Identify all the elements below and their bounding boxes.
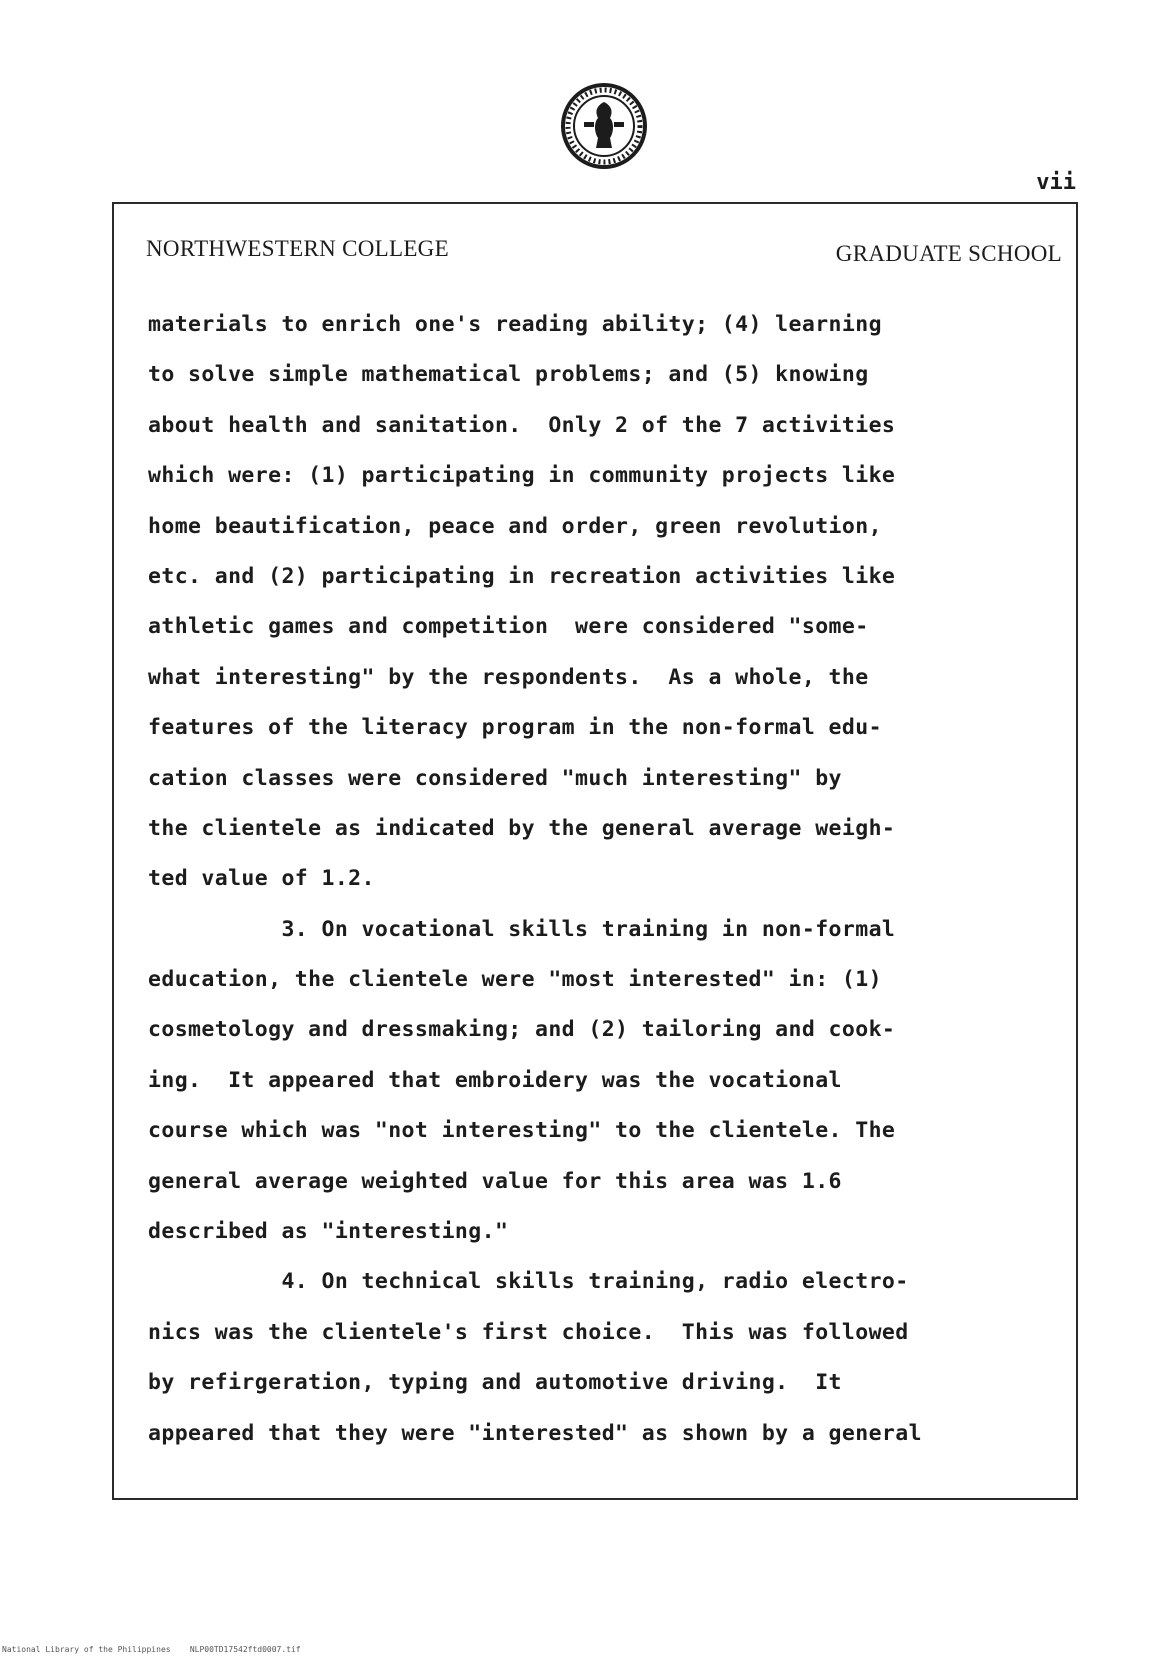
college-seal-icon [560, 82, 648, 170]
header-college: NORTHWESTERN COLLEGE [146, 236, 449, 261]
text-line: etc. and (2) participating in recreation activities like [148, 563, 896, 589]
text-line: 3. On vocational skills training in non-formal [148, 916, 896, 942]
text-line: about health and sanitation. Only 2 of the 7 activities [148, 412, 896, 438]
text-line: nics was the clientele's first choice. This was followed [148, 1319, 909, 1345]
text-line: materials to enrich one's reading ability; (4) learning [148, 312, 882, 337]
body-text [148, 300, 1048, 1459]
text-line: 4. On technical skills training, radio electro- [148, 1269, 909, 1295]
header-school: GRADUATE SCHOOL [835, 241, 1062, 266]
text-line: features of the literacy program in the non-formal edu- [148, 715, 882, 741]
text-line: what interesting" by the respondents. As a whole, the [148, 664, 869, 690]
text-line: education, the clientele were "most interested" in: (1) [148, 967, 882, 993]
text-line: the clientele as indicated by the general average weigh- [148, 815, 896, 841]
scan-footer: National Library of the Philippines NLP00TD17542ftd0007.tif [2, 1645, 301, 1654]
text-line: which were: (1) participating in community projects like [148, 463, 896, 489]
text-line: course which was "not interesting" to the clientele. The [148, 1118, 896, 1144]
text-line: to solve simple mathematical problems; and (5) knowing [148, 362, 869, 388]
text-line: described as "interesting." [148, 1219, 509, 1245]
text-line: athletic games and competition were considered "some- [148, 614, 869, 640]
text-line: cation classes were considered "much interesting" by [148, 765, 842, 791]
text-line: ted value of 1.2. [148, 866, 375, 892]
text-line: by refirgeration, typing and automotive driving. It [148, 1370, 842, 1396]
text-line: cosmetology and dressmaking; and (2) tailoring and cook- [148, 1017, 896, 1043]
text-line: home beautification, peace and order, green revolution, [148, 513, 882, 539]
text-line: ing. It appeared that embroidery was the vocational [148, 1067, 842, 1093]
text-line: appeared that they were "interested" as shown by a general [148, 1420, 922, 1446]
page-number: vii [1036, 170, 1076, 195]
text-line: general average weighted value for this area was 1.6 [148, 1168, 842, 1194]
